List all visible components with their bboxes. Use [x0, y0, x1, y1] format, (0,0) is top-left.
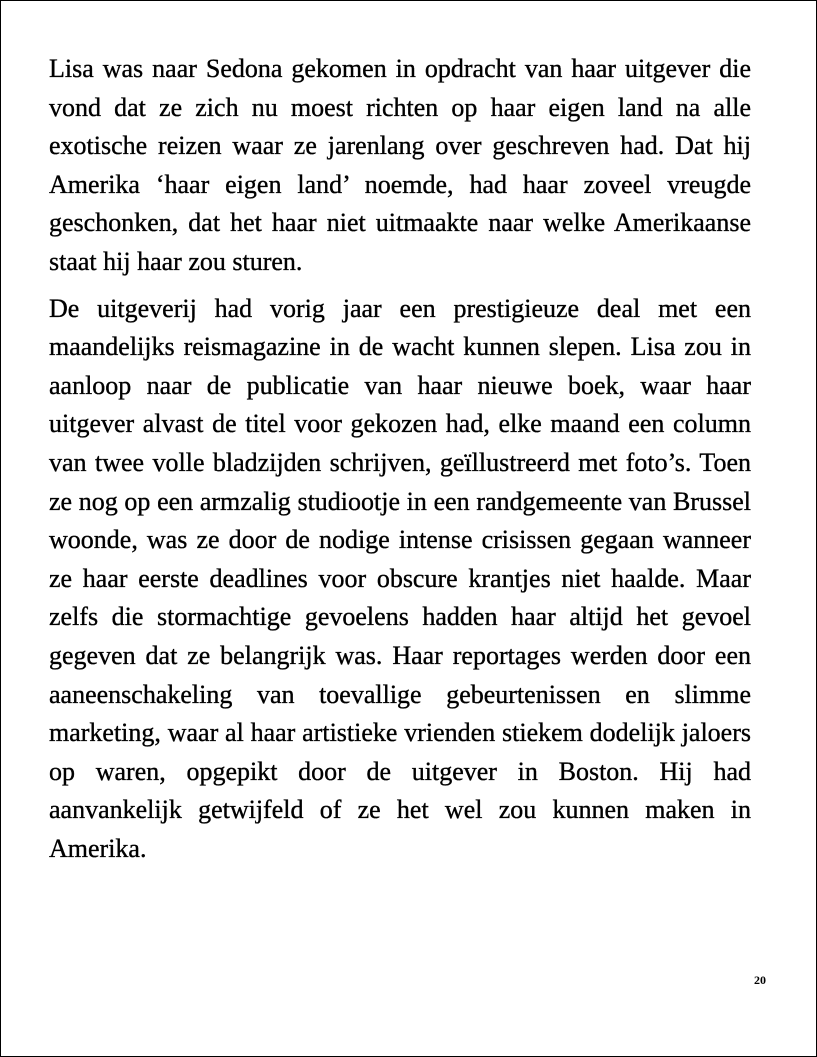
- paragraph-1: Lisa was naar Sedona gekomen in opdracht van haar uitgever die vond dat ze zich nu moest richten op haar eigen land na alle exotische reizen waar ze jarenlang over geschreven had. Dat hij Amerika ‘haar eigen land’ noemde, had haar zoveel vreugde geschonken, dat het haar niet uitmaakte naar welke Amerikaanse staat hij haar zou sturen.: [49, 54, 751, 276]
- page-number: 20: [754, 973, 766, 987]
- paragraph-2: De uitgeverij had vorig jaar een prestigieuze deal met een maandelijks reismagazine in de wacht kunnen slepen. Lisa zou in aanloop naar de publicatie van haar nieuwe boek, waar haar uitgever alvast de titel voor gekozen had, elke maand een column van twee volle bladzijden schrijven, geïllustreerd met foto’s. Toen ze nog op een armzalig studiootje in een randgemeente van Brussel woonde, was ze door de nodige intense crisissen gegaan wanneer ze haar eerste deadlines voor obscure krantjes niet haalde. Maar zelfs die stormachtige gevoelens hadden haar altijd het gevoel gegeven dat ze belangrijk was. Haar reportages werden door een aaneenschakeling van toevallige gebeurtenissen en slimme marketing, waar al haar artistieke vrienden stiekem dodelijk jaloers op waren, opgepikt door de uitgever in Boston. Hij had aanvankelijk getwijfeld of ze het wel zou kunnen maken in Amerika.: [49, 293, 751, 863]
- body-text: [49, 50, 751, 868]
